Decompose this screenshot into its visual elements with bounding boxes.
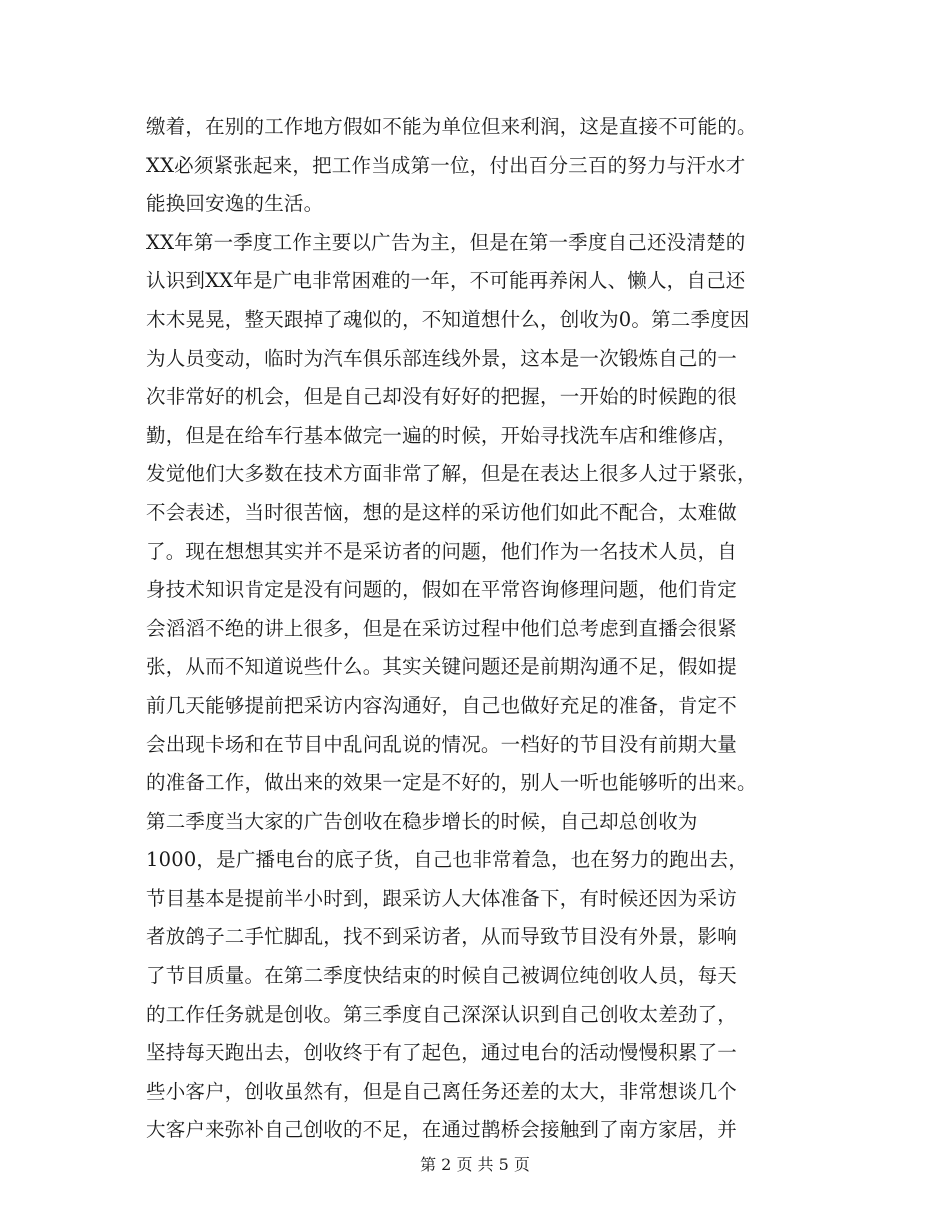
text-line: 次非常好的机会，但是自己却没有好好的把握，一开始的时候跑的很 — [146, 385, 738, 409]
text-line: XX必须紧张起来，把工作当成第一位，付出百分三百的努力与汗水才 — [146, 153, 746, 177]
text-line: 身技术知识肯定是没有问题的，假如在平常咨询修理问题，他们肯定 — [146, 578, 738, 602]
text-line: 的准备工作，做出来的效果一定是不好的，别人一听也能够听的出来。 — [146, 771, 757, 795]
text-line: 发觉他们大多数在技术方面非常了解，但是在表达上很多人过于紧张， — [146, 462, 757, 486]
text-line: 些小客户，创收虽然有，但是自己离任务还差的太大，非常想谈几个 — [146, 1079, 738, 1103]
text-line: 认识到XX年是广电非常困难的一年，不可能再养闲人、懒人，自己还 — [146, 269, 746, 293]
text-line: 者放鸽子二手忙脚乱，找不到采访者，从而导致节目没有外景，影响 — [146, 925, 738, 949]
text-line: 会滔滔不绝的讲上很多，但是在采访过程中他们总考虑到直播会很紧 — [146, 616, 738, 640]
text-line: 能换回安逸的生活。 — [146, 192, 324, 216]
text-line: XX年第一季度工作主要以广告为主，但是在第一季度自己还没清楚的 — [146, 230, 746, 254]
text-line: 勤，但是在给车行基本做完一遍的时候，开始寻找洗车店和维修店， — [146, 423, 738, 447]
text-line: 不会表述，当时很苦恼，想的是这样的采访他们如此不配合，太难做 — [146, 500, 738, 524]
page-number-footer: 第 2 页 共 5 页 — [420, 1155, 530, 1174]
text-line: 张，从而不知道说些什么。其实关键问题还是前期沟通不足，假如提 — [146, 655, 738, 679]
text-line: 缴着，在别的工作地方假如不能为单位但来利润，这是直接不可能的。 — [146, 115, 757, 138]
text-line: 为人员变动，临时为汽车俱乐部连线外景，这本是一次锻炼自己的一 — [146, 346, 738, 370]
text-line: 1000，是广播电台的底子货，自己也非常着急，也在努力的跑出去， — [146, 848, 749, 872]
text-line: 大客户来弥补自己创收的不足，在通过鹊桥会接触到了南方家居，并 — [146, 1118, 738, 1142]
body-text — [146, 108, 806, 1150]
text-line: 第二季度当大家的广告创收在稳步增长的时候，自己却总创收为 — [146, 809, 698, 833]
text-line: 节目基本是提前半小时到，跟采访人大体准备下，有时候还因为采访 — [146, 886, 738, 910]
text-line: 坚持每天跑出去，创收终于有了起色，通过电台的活动慢慢积累了一 — [146, 1041, 738, 1065]
text-line: 了。现在想想其实并不是采访者的问题，他们作为一名技术人员，自 — [146, 539, 738, 563]
text-line: 的工作任务就是创收。第三季度自己深深认识到自己创收太差劲了， — [146, 1002, 738, 1026]
text-line: 会出现卡场和在节目中乱问乱说的情况。一档好的节目没有前期大量 — [146, 732, 738, 756]
text-line: 前几天能够提前把采访内容沟通好，自己也做好充足的准备，肯定不 — [146, 693, 738, 717]
text-line: 木木晃晃，整天跟掉了魂似的，不知道想什么，创收为0。第二季度因 — [146, 307, 750, 331]
text-line: 了节目质量。在第二季度快结束的时候自己被调位纯创收人员，每天 — [146, 964, 738, 988]
